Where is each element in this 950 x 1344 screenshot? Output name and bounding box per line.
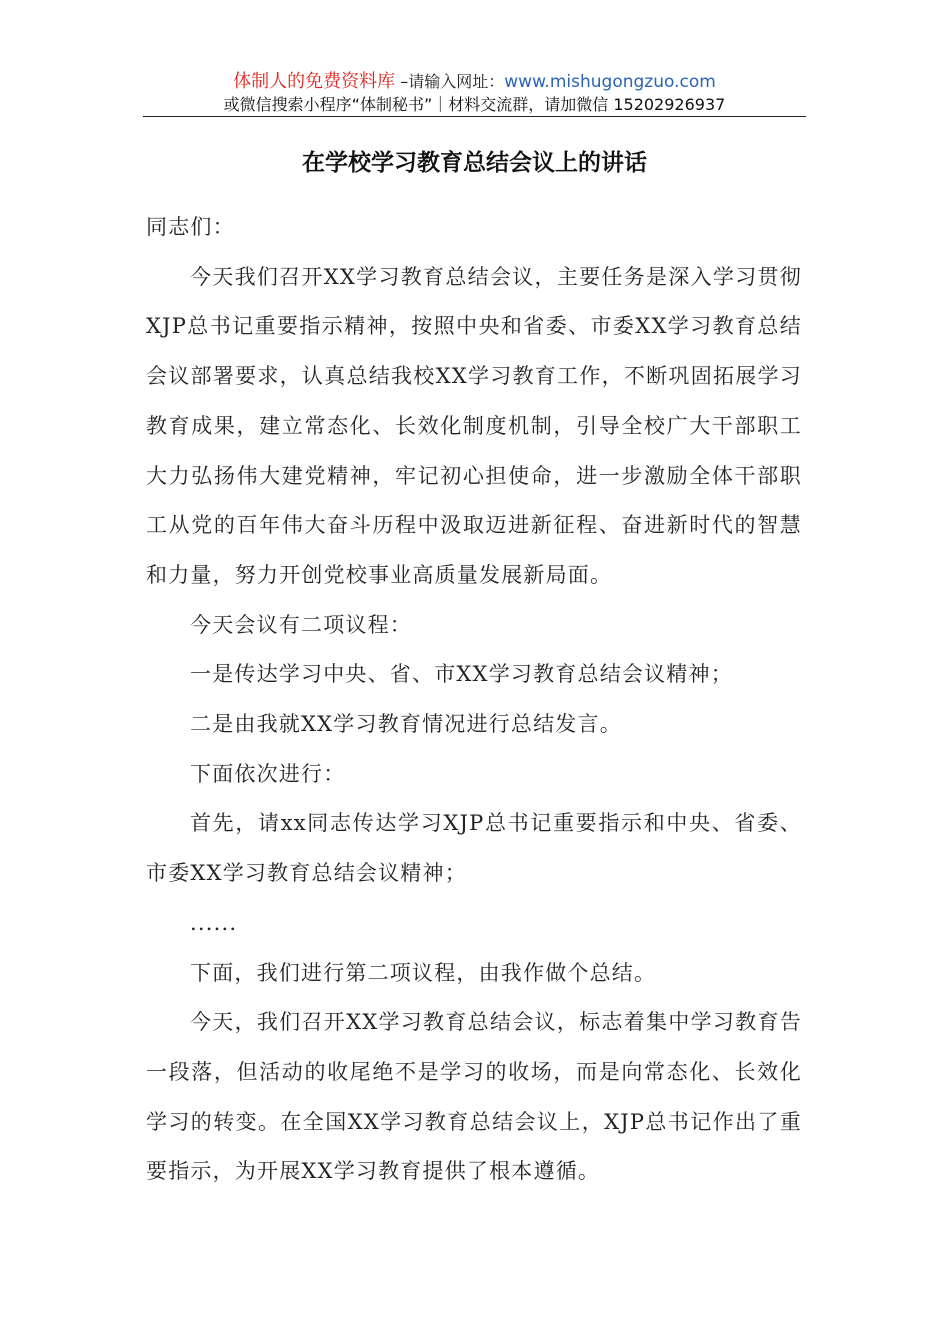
paragraph: 今天，我们召开XX学习教育总结会议，标志着集中学习教育告一段落，但活动的收尾绝不是学习的收场，而是向常态化、长效化学习的转变。在全国XX学习教育总结会议上，XJP总书记作出了重要指示，为开展XX学习教育提供了根本遵循。: [146, 1010, 802, 1184]
header-line-2: 或微信搜索小程序“体制秘书”｜材料交流群，请加微信 15202926937: [223, 95, 726, 114]
header-prompt: –请输入网址：: [395, 72, 505, 91]
greeting: 同志们：: [146, 215, 235, 239]
document-body: [146, 203, 802, 1197]
header-url-link[interactable]: www.mishugongzuo.com: [504, 72, 716, 92]
ellipsis-paragraph: ......: [190, 910, 238, 935]
paragraph: 下面依次进行：: [190, 761, 346, 786]
paragraph: 首先，请xx同志传达学习XJP总书记重要指示和中央、省委、市委XX学习教育总结会议精神；: [146, 811, 802, 886]
paragraph: 下面，我们进行第二项议程，由我作做个总结。: [190, 960, 657, 985]
header-divider: [143, 116, 806, 117]
header-brand: 体制人的免费资料库: [233, 71, 396, 92]
header-line-1: [143, 70, 806, 94]
paragraph: 二是由我就XX学习教育情况进行总结发言。: [190, 712, 622, 737]
document-title: 在学校学习教育总结会议上的讲话: [302, 149, 647, 176]
page-header: [143, 70, 806, 116]
paragraph: 一是传达学习中央、省、市XX学习教育总结会议精神；: [190, 662, 733, 687]
paragraph: 今天我们召开XX学习教育总结会议，主要任务是深入学习贯彻XJP总书记重要指示精神，按照中央和省委、市委XX学习教育总结会议部署要求，认真总结我校XX学习教育工作，不断巩固拓展学习教育成果，建立常态化、长效化制度机制，引导全校广大干部职工大力弘扬伟大建党精神，牢记初心担使命，进一步激励全体干部职工从党的百年伟大奋斗历程中汲取迈进新征程、奋进新时代的智慧和力量，努力开创党校事业高质量发展新局面。: [146, 264, 802, 587]
paragraph: 今天会议有二项议程：: [190, 612, 412, 637]
